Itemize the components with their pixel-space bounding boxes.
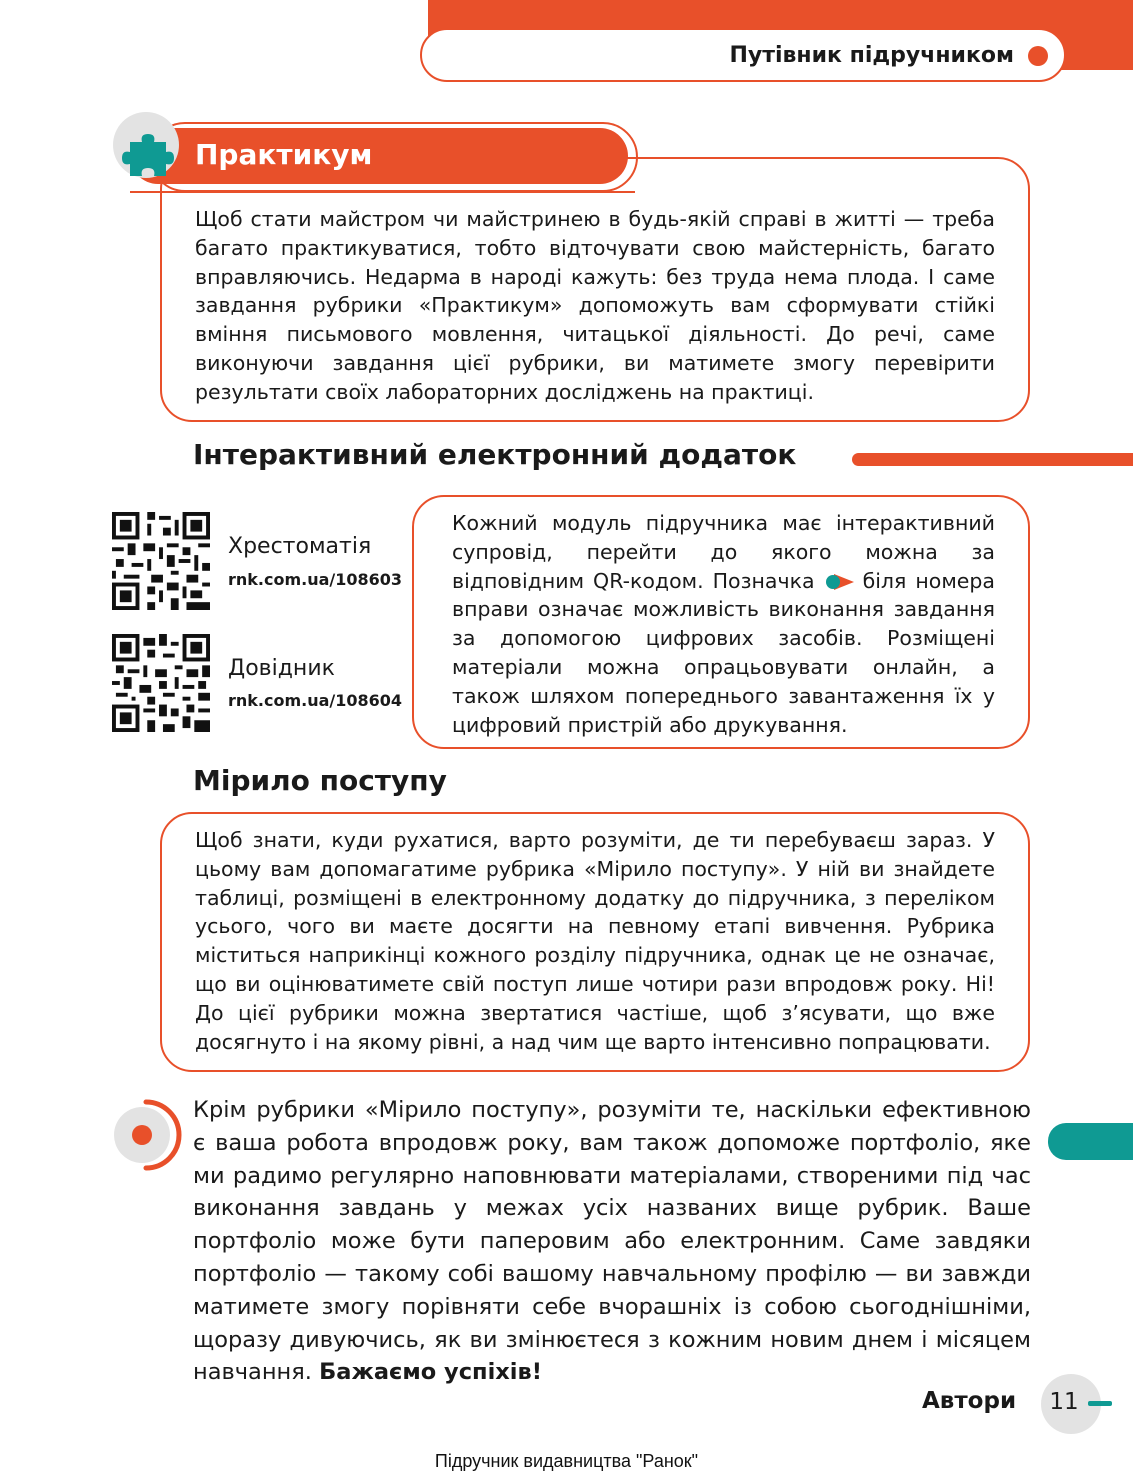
interactive-box — [412, 495, 1030, 749]
qr-code-icon[interactable] — [112, 634, 210, 732]
header-pill — [420, 28, 1066, 82]
teal-side-tab — [1048, 1123, 1133, 1160]
closing-bold: Бажаємо успіхів! — [319, 1359, 543, 1386]
footer-publisher: Підручник видавництва "Ранок" — [434, 1451, 699, 1471]
practicum-banner — [130, 128, 628, 184]
interactive-marker-icon — [824, 572, 854, 592]
practicum-box — [160, 157, 1030, 422]
interactive-text-after: біля номера вправи означає можливість виконання завдання за допомогою цифрових засобів. Розміщені матеріали можна опрацьовувати онлайн, а також шляхом попереднього завантаження їх у цифровий пристрій або друкування. — [452, 568, 995, 737]
puzzle-icon — [122, 130, 180, 180]
target-icon — [108, 1098, 184, 1172]
header-dot-icon — [1028, 46, 1048, 66]
practicum-title: Практикум — [195, 138, 373, 171]
closing-block — [193, 1094, 1031, 1389]
progress-box — [160, 812, 1030, 1072]
page-dash — [1088, 1401, 1112, 1406]
closing-text — [193, 1094, 1031, 1389]
qr-label-reference: Довідник — [228, 656, 335, 681]
practicum-text: Щоб стати майстром чи майстринею в будь-якій справі в житті — треба багато практикуватися, тобто відточувати свою майстерність, багато вправляючись. Недарма в народі кажуть: без труда нема плода. І саме завдання рубрики «Практикум» допоможуть вам сформувати стійкі вміння письмового мовлення, читацької діяльності. До речі, саме виконуючи завдання цієї рубрики, ви матимете змогу перевірити результати своїх лабораторних досліджень на практиці. — [195, 207, 995, 404]
page-number: 11 — [1049, 1389, 1079, 1415]
qr-label-anthology: Хрестоматія — [228, 534, 372, 559]
qr-url-anthology[interactable]: rnk.com.ua/108603 — [228, 570, 403, 589]
interactive-text-before: Кожний модуль підручника має інтерактивний супровід, перейти до якого можна за відповідним QR-кодом. Позначка — [452, 511, 995, 593]
header-title: Путівник підручником — [729, 43, 1014, 68]
closing-text-body: Крім рубрики «Мірило поступу», розуміти те, наскільки ефективною є ваша робота впродовж року, вам також допоможе портфоліо, яке ми радимо регулярно наповнювати матеріалами, створеними під час виконання завдань у межах усіх названих вище рубрик. Ваше портфоліо може бути паперовим або електронним. Саме завдяки портфоліо — такому собі вашому навчальному профілю — ви завжди матимете змогу порівняти себе вчорашніх із собою сьогоднішніми, щоразу дивуючись, як ви змінюєтеся з кожним новим днем і місяцем навчання. — [193, 1097, 1031, 1386]
interactive-heading: Інтерактивний електронний додаток — [193, 438, 797, 471]
interactive-heading-line — [852, 453, 1133, 466]
progress-text: Щоб знати, куди рухатися, варто розуміти, де ти перебуваєш зараз. У цьому вам допомагатиме рубрика «Мірило поступу». У ній ви знайдете таблиці, розміщені в електронному додатку до підручника, з переліком усього, чого ви маєте досягти на певному етапі вивчення. Рубрика міститься наприкінці кожного розділу підручника, однак це не означає, що ви оцінюватимете свій поступ лише чотири рази впродовж року. Ні! До цієї рубрики можна звертатися частіше, щоб з’ясувати, що вже досягнуто і на якому рівні, а над чим ще варто інтенсивно попрацювати. — [195, 828, 995, 1054]
practicum-underline — [130, 191, 635, 193]
qr-url-reference[interactable]: rnk.com.ua/108604 — [228, 691, 403, 710]
qr-code-icon[interactable] — [112, 512, 210, 610]
progress-heading: Мірило поступу — [193, 764, 447, 797]
authors-label: Автори — [922, 1388, 1017, 1414]
interactive-text — [452, 509, 995, 739]
